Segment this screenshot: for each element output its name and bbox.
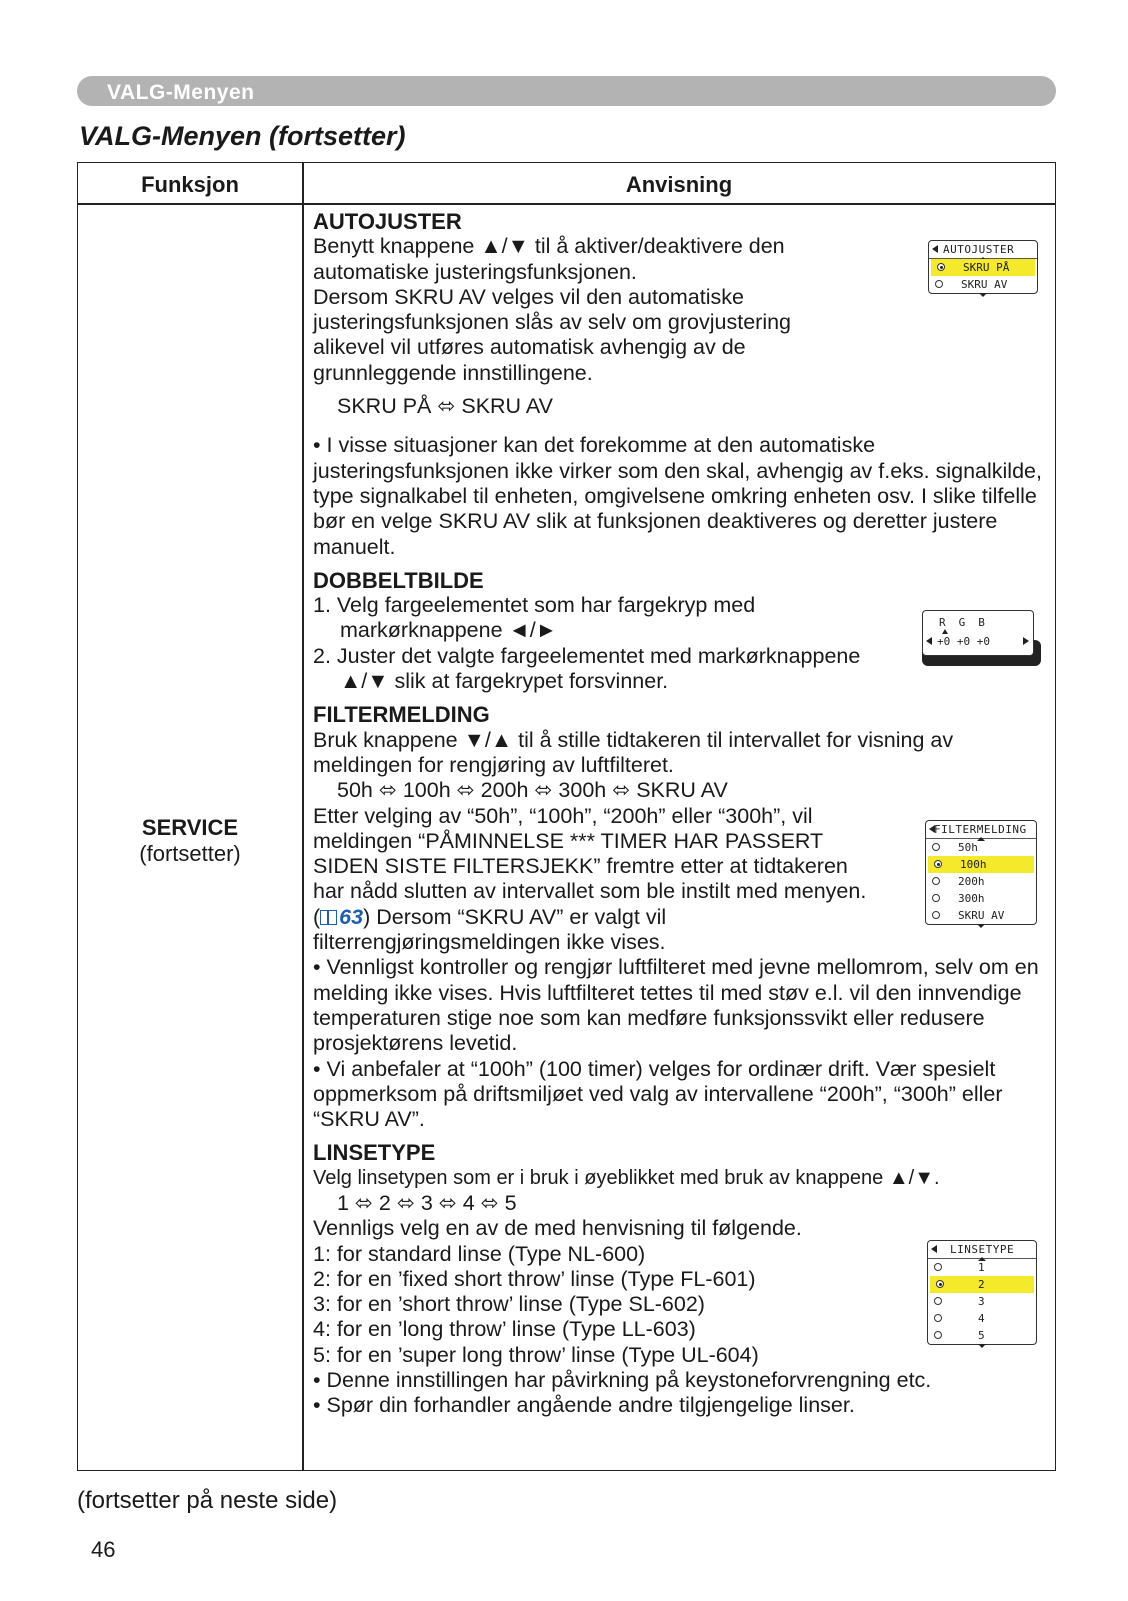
rgb-values: +0 +0 +0: [937, 635, 990, 648]
osd-option: [928, 1293, 1036, 1310]
arrow-right-icon: [1023, 637, 1029, 645]
osd-option: [926, 890, 1036, 907]
osd-option-label: 200h: [958, 875, 985, 888]
linsetype-item5: 5: for en ’super long throw’ linse (Type UL-604): [313, 1342, 759, 1367]
funksjon-cell: [78, 815, 302, 867]
radio-icon: [934, 1331, 942, 1339]
page-number: 46: [91, 1537, 116, 1562]
radio-icon: [934, 1263, 942, 1271]
linsetype-item1: 1: for standard linse (Type NL-600): [313, 1241, 646, 1266]
filtermelding-text2a: Etter velging av “50h”, “100h”, “200h” eller “300h”, vil meldingen “PÅMINNELSE *** TIMER HAR PASSERT SIDEN SISTE FILTERSJEKK” fremtre etter at tidtakeren har nådd slutten av intervallet som ble instilt med menyen. (: [313, 803, 867, 929]
osd-option-label: 300h: [958, 892, 985, 905]
rgb-box: [922, 610, 1034, 656]
radio-icon: [932, 894, 940, 902]
column-divider: [302, 163, 304, 1470]
autojuster-text2: Dersom SKRU AV velges vil den automatiske justeringsfunksjonen slås av selv om grovjustering alikevel vil utføres automatisk avhengig av de grunnleggende innstillingene.: [313, 284, 792, 385]
anvisning-cell: [313, 209, 1043, 1419]
funksjon-sublabel: (fortsetter): [139, 841, 241, 866]
filtermelding-note1: • Vennligst kontroller og rengjør luftfilteret med jevne mellomrom, selv om en melding ikke vises. Hvis luftfilteret tettes til med støv e.l. vil den innvendige temperaturen stige noe som kan medføre funksjonssvikt eller redusere prosjektørens levetid.: [313, 955, 1039, 1056]
linsetype-osd-menu: [927, 1240, 1037, 1345]
osd-option-label: 5: [978, 1329, 985, 1342]
linsetype-item3: 3: for en ’short throw’ linse (Type SL-602): [313, 1292, 705, 1317]
osd-option-label: 1: [978, 1261, 985, 1274]
osd-option: [929, 276, 1037, 293]
osd-option-label: 3: [978, 1295, 985, 1308]
header-divider: [78, 203, 1055, 205]
rgb-letters: RGB: [939, 616, 998, 629]
filtermelding-osd-menu: [925, 820, 1037, 925]
filtermelding-text2: [313, 804, 878, 956]
autojuster-options: SKRU PÅ ⬄ SKRU AV: [337, 394, 553, 419]
osd-option: [928, 1259, 1036, 1276]
autojuster-note: • I visse situasjoner kan det forekomme at den automatiske justeringsfunksjonen ikke virker som den skal, avhengig av f.eks. signalkilde, type signalkabel til enheten, omgivelsene omkring enheten osv. I slike tilfelle bør en velge SKRU AV slik at funksjonen deaktiveres og deretter justere manuelt.: [313, 433, 1042, 559]
linsetype-item2: 2: for en ’fixed short throw’ linse (Type FL-601): [313, 1266, 756, 1291]
arrow-down-icon: [978, 1344, 986, 1348]
linsetype-note2: • Spør din forhandler angående andre tilgjengelige linser.: [313, 1393, 855, 1418]
osd-title: AUTOJUSTER: [929, 241, 1037, 259]
filtermelding-text1: Bruk knappene ▼/▲ til å stille tidtakeren til intervallet for visning av meldingen for rengjøring av luftfilteret.: [313, 727, 954, 777]
dobbeltbilde-step1: 1. Velg fargeelementet som har fargekryp med markørknappene ◄/►: [313, 593, 756, 643]
radio-selected-icon: [936, 1280, 944, 1288]
osd-option-label: 100h: [960, 858, 987, 871]
linsetype-item4: 4: for en ’long throw’ linse (Type LL-603): [313, 1317, 696, 1342]
radio-icon: [934, 1314, 942, 1322]
filtermelding-title: FILTERMELDING: [313, 702, 490, 728]
filtermelding-note2: • Vi anbefaler at “100h” (100 timer) velges for ordinær drift. Vær spesielt oppmerksom på driftsmiljøet ved valg av intervallene “200h”, “300h” eller “SKRU AV”.: [313, 1056, 1003, 1132]
osd-option-label: 50h: [958, 841, 978, 854]
dobbeltbilde-step2: 2. Juster det valgte fargeelementet med markørknappene ▲/▼ slik at fargekrypet forsvinner.: [313, 643, 861, 694]
autojuster-text1: Benytt knappene ▲/▼ til å aktiver/deaktivere den automatiske justeringsfunksjonen.: [313, 234, 785, 284]
radio-selected-icon: [937, 263, 945, 271]
section-header-label: VALG-Menyen: [107, 81, 255, 104]
osd-option: [926, 873, 1036, 890]
linsetype-title: LINSETYPE: [313, 1140, 436, 1166]
osd-option: [931, 259, 1035, 276]
page-reference-link[interactable]: 63: [339, 904, 364, 929]
radio-selected-icon: [934, 860, 942, 868]
linsetype-text1: Velg linsetypen som er i bruk i øyeblikket med bruk av knappene ▲/▼.: [313, 1166, 940, 1189]
osd-option-label: SKRU AV: [961, 278, 1008, 291]
column-header-anvisning: Anvisning: [625, 172, 733, 197]
arrow-left-icon: [926, 637, 932, 645]
column-header-funksjon: Funksjon: [141, 172, 239, 197]
osd-option: [926, 839, 1036, 856]
linsetype-options: 1 ⬄ 2 ⬄ 3 ⬄ 4 ⬄ 5: [337, 1190, 517, 1215]
osd-option: [928, 1327, 1036, 1344]
arrow-up-icon: [942, 629, 948, 634]
osd-title: LINSETYPE: [928, 1241, 1036, 1259]
funksjon-label: SERVICE: [141, 815, 239, 840]
linsetype-text2: Vennligs velg en av de med henvisning til følgende.: [313, 1216, 802, 1241]
arrow-down-icon: [977, 924, 985, 928]
radio-icon: [935, 280, 943, 288]
page-title: VALG-Menyen (fortsetter): [79, 121, 406, 151]
arrow-down-icon: [979, 293, 987, 297]
osd-option: [928, 856, 1034, 873]
osd-option-label: 2: [978, 1278, 985, 1291]
radio-icon: [932, 843, 940, 851]
continued-note: (fortsetter på neste side): [77, 1487, 338, 1514]
section-header-bar: [77, 76, 1056, 106]
osd-title: FILTERMELDING: [926, 821, 1036, 839]
linsetype-note1: • Denne innstillingen har påvirkning på keystoneforvrengning etc.: [313, 1368, 932, 1393]
osd-option: [930, 1276, 1034, 1293]
autojuster-osd-menu: [928, 240, 1038, 294]
osd-option-label: 4: [978, 1312, 985, 1325]
osd-option: [926, 907, 1036, 924]
autojuster-title: AUTOJUSTER: [313, 209, 462, 234]
radio-icon: [932, 877, 940, 885]
radio-icon: [934, 1297, 942, 1305]
dobbeltbilde-osd-menu: [922, 610, 1042, 668]
radio-icon: [932, 911, 940, 919]
osd-option-label: SKRU AV: [958, 909, 1005, 922]
filtermelding-text2b: ) Dersom “SKRU AV” er valgt vil filterrengjøringsmeldingen ikke vises.: [313, 904, 667, 955]
dobbeltbilde-title: DOBBELTBILDE: [313, 567, 484, 593]
function-table: [77, 162, 1056, 1471]
osd-option-label: SKRU PÅ: [963, 261, 1010, 274]
osd-option: [928, 1310, 1036, 1327]
filtermelding-options: 50h ⬄ 100h ⬄ 200h ⬄ 300h ⬄ SKRU AV: [337, 778, 728, 803]
book-icon: [320, 910, 337, 925]
